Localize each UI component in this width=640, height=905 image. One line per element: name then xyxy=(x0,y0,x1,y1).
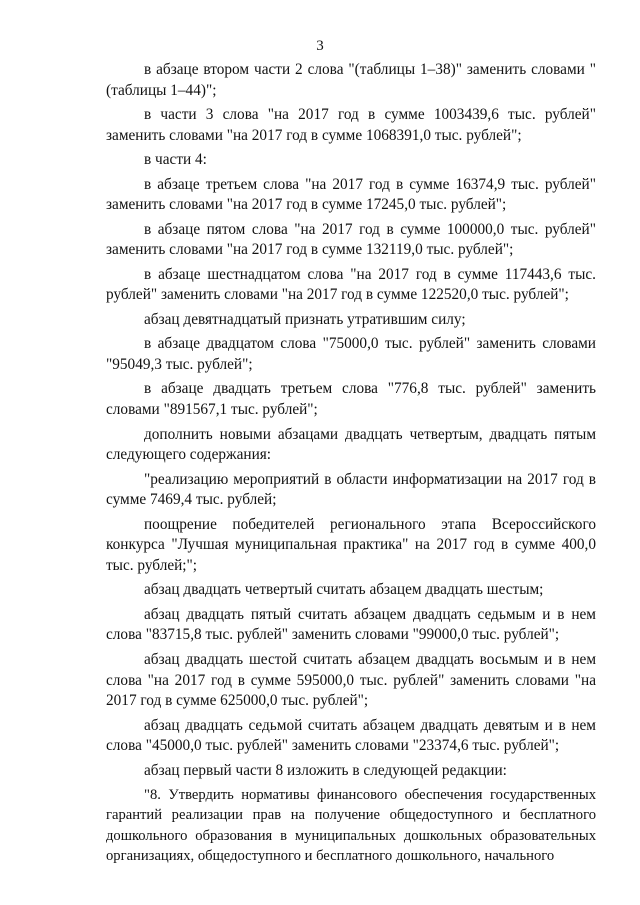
paragraph: абзац двадцать пятый считать абзацем двадцать седьмым и в нем слова "83715,8 тыс. рублей" заменить словами "99000,0 тыс. рублей"; xyxy=(106,605,596,644)
paragraph: в абзаце втором части 2 слова "(таблицы 1–38)" заменить словами "(таблицы 1–44)"; xyxy=(106,61,596,99)
paragraph: в абзаце шестнадцатом слова "на 2017 год в сумме 117443,6 тыс. рублей" заменить словами "на 2017 год в сумме 122520,0 тыс. рублей"; xyxy=(106,265,596,304)
paragraph: абзац двадцать четвертый считать абзацем двадцать шестым; xyxy=(144,581,544,599)
paragraph: в абзаце третьем слова "на 2017 год в сумме 16374,9 тыс. рублей" заменить словами "на 2017 год в сумме 17245,0 тыс. рублей"; xyxy=(106,175,596,214)
paragraph: в абзаце двадцать третьем слова "776,8 тыс. рублей" заменить словами "891567,1 тыс. рублей"; xyxy=(106,380,596,419)
paragraph: абзац двадцать седьмой считать абзацем двадцать девятым и в нем слова "45000,0 тыс. рублей" заменить словами "23374,6 тыс. рублей"; xyxy=(106,716,596,755)
paragraph: поощрение победителей регионального этапа Всероссийского конкурса "Лучшая муниципальная практика" на 2017 год в сумме 400,0 тыс. рублей;"; xyxy=(106,515,596,574)
paragraph: "реализацию мероприятий в области информатизации на 2017 год в сумме 7469,4 тыс. рублей; xyxy=(106,470,596,509)
paragraph: в части 3 слова "на 2017 год в сумме 1003439,6 тыс. рублей" заменить словами "на 2017 год в сумме 1068391,0 тыс. рублей"; xyxy=(106,106,596,144)
paragraph: "8. Утвердить нормативы финансового обеспечения государственных гарантий реализации прав на получение общедоступного и бесплатного дошкольного образования в муниципальных дошкольных образовательных организациях, общедоступного и бесплатного дошкольного, начального xyxy=(106,787,596,864)
paragraph: в абзаце пятом слова "на 2017 год в сумме 100000,0 тыс. рублей" заменить словами "на 2017 год в сумме 132119,0 тыс. рублей"; xyxy=(106,220,596,259)
paragraph: абзац девятнадцатый признать утратившим силу; xyxy=(144,310,466,328)
paragraph: в части 4: xyxy=(144,151,207,169)
paragraph: абзац первый части 8 изложить в следующей редакции: xyxy=(144,761,507,779)
paragraph: абзац двадцать шестой считать абзацем двадцать восьмым и в нем слова "на 2017 год в сумме 595000,0 тыс. рублей" заменить словами "на 2017 год в сумме 625000,0 тыс. рублей"; xyxy=(106,650,596,710)
page-number: 3 xyxy=(316,38,324,54)
document-body xyxy=(106,60,596,866)
paragraph: дополнить новыми абзацами двадцать четвертым, двадцать пятым следующего содержания: xyxy=(106,425,596,464)
paragraph: в абзаце двадцатом слова "75000,0 тыс. рублей" заменить словами "95049,3 тыс. рублей"; xyxy=(106,335,596,373)
